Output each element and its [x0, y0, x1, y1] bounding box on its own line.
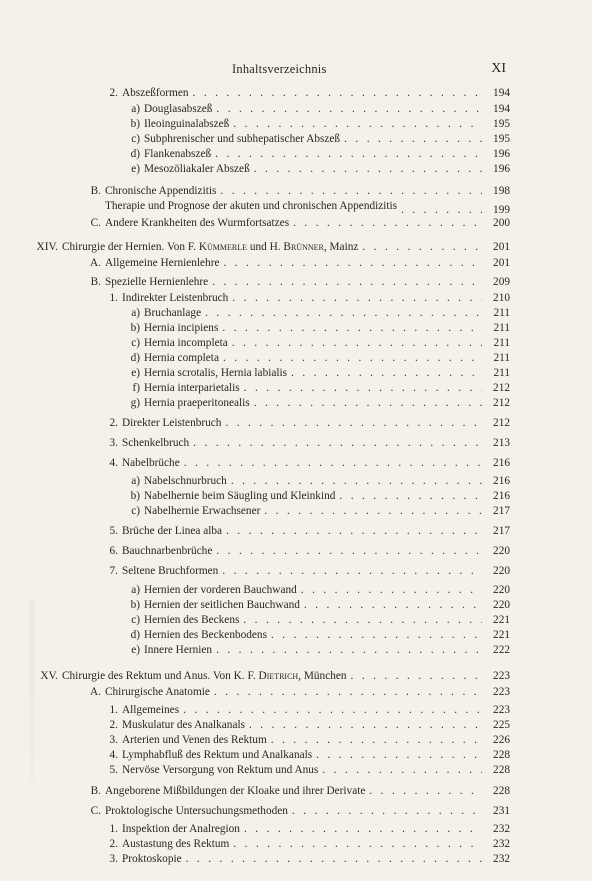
toc-entry-label: [83, 184, 216, 198]
toc-entry-title: Hernien der vorderen Bauchwand: [144, 584, 297, 596]
toc-entry-label: [100, 837, 229, 851]
toc-entry-page: 210: [493, 292, 510, 304]
toc-entry-label: [100, 416, 221, 430]
toc-entry-label: [124, 489, 335, 503]
toc-entry: [124, 396, 510, 410]
toc-entry-title: Therapie und Prognose der akuten und chronischen Appendizitis: [105, 200, 398, 212]
toc-entry-label: [100, 763, 318, 777]
toc-entry-page: 201: [493, 257, 510, 269]
toc-entry-title: Seltene Bruchformen: [122, 565, 219, 577]
toc-entry-title: Angeborene Mißbildungen der Kloake und ihrer Derivate: [105, 785, 366, 797]
toc-entry-title: Allgemeine Hernienlehre: [105, 257, 220, 269]
toc-entry: [100, 436, 510, 450]
toc-entry: [100, 544, 510, 558]
toc-entry: [124, 102, 510, 116]
toc-entry-label: [83, 685, 210, 699]
toc-entry-marker: e): [131, 367, 140, 379]
toc-entry: [124, 117, 510, 131]
toc-entry: [26, 240, 510, 254]
toc-entry-page: 213: [493, 437, 510, 449]
leader-dots: [244, 822, 482, 836]
toc-entry-page: 194: [493, 103, 510, 115]
header-page-number: XI: [491, 61, 506, 76]
toc-entry-page: 196: [493, 148, 510, 160]
toc-entry: [124, 613, 510, 627]
toc-entry-page: 211: [493, 367, 510, 379]
leader-dots: [205, 306, 482, 320]
toc-entry-label: [100, 456, 180, 470]
toc-entry-page: 200: [493, 217, 510, 229]
toc-entry-marker: 4.: [109, 749, 118, 761]
toc-entry: [83, 804, 510, 818]
leader-dots: [216, 102, 482, 116]
toc-entry: [124, 132, 510, 146]
toc-entry-title: Innere Hernien: [144, 644, 213, 656]
toc-entry-label: [124, 583, 297, 597]
toc-entry-marker: b): [130, 490, 140, 502]
leader-dots: [223, 351, 482, 365]
toc-entry-page: 211: [493, 352, 510, 364]
toc-entry-page: 231: [493, 805, 510, 817]
toc-entry-title: Proktoskopie: [122, 853, 182, 865]
toc-entry-marker: d): [130, 148, 140, 160]
leader-dots: [351, 669, 482, 683]
toc-entry-title: Hernia incipiens: [144, 322, 219, 334]
toc-entry-title: Arterien und Venen des Rektum: [122, 734, 267, 746]
toc-entry-marker: g): [130, 397, 140, 409]
toc-entry: [83, 784, 510, 798]
toc-entry-label: [100, 524, 222, 538]
toc-entry: [26, 669, 510, 683]
toc-entry-label: [124, 598, 300, 612]
toc-entry-label: [124, 628, 267, 642]
toc-entry-title: Hernia completa: [144, 352, 219, 364]
toc-entry-title: Hernien des Beckens: [144, 614, 240, 626]
toc-entry-title: Direkter Leistenbruch: [122, 417, 222, 429]
toc-entry-marker: B.: [90, 785, 101, 797]
toc-entry: [83, 199, 510, 216]
toc-entry-label: [100, 718, 245, 732]
leader-dots: [316, 748, 482, 762]
leader-dots: [212, 275, 482, 289]
leader-dots: [216, 544, 482, 558]
toc-entry-marker: 3.: [109, 437, 118, 449]
leader-dots: [369, 784, 482, 798]
toc-entry-title: Schenkelbruch: [122, 437, 190, 449]
toc-entry-title: Spezielle Hernienlehre: [105, 276, 209, 288]
toc-entry: [124, 489, 510, 503]
toc-entry: [100, 748, 510, 762]
toc-entry-label: [83, 199, 397, 213]
leader-dots: [222, 321, 482, 335]
toc-entry-page: 216: [493, 490, 510, 502]
toc-entry-label: [124, 102, 212, 116]
toc-entry-label: [124, 147, 211, 161]
toc-entry-marker: [83, 199, 101, 213]
toc-entry-label: [100, 86, 189, 100]
toc-entry-page: 217: [493, 525, 510, 537]
toc-entry-marker: b): [130, 118, 140, 130]
toc-entry-title: Chronische Appendizitis: [105, 185, 217, 197]
toc-entry-label: [124, 366, 287, 380]
toc-entry-label: [124, 321, 218, 335]
toc-entry: [100, 837, 510, 851]
toc-entry-marker: b): [130, 599, 140, 611]
toc-entry-page: 217: [493, 505, 510, 517]
toc-entry-title: Nabelbrüche: [122, 457, 180, 469]
toc-entry: [124, 366, 510, 380]
toc-entry-marker: e): [131, 644, 140, 656]
toc-entry-label: [83, 256, 220, 270]
toc-entry-title: Hernia scrotalis, Hernia labialis: [144, 367, 288, 379]
toc-entry: [124, 583, 510, 597]
toc-entry-label: [124, 381, 240, 395]
toc-entry-page: 196: [493, 163, 510, 175]
toc-entry-title: Bauchnarbenbrüche: [122, 545, 213, 557]
toc-entry-marker: XIV.: [36, 241, 58, 253]
toc-entry-title: Chirurgie der Hernien. Von F. Kümmerle und H. Brünner, Mainz: [62, 241, 359, 253]
leader-dots: [214, 685, 482, 699]
toc-entry-label: [100, 564, 218, 578]
toc-entry: [124, 336, 510, 350]
toc-entry-title: Indirekter Leistenbruch: [122, 292, 229, 304]
toc-entry: [83, 216, 510, 230]
toc-entry-title: Douglasabszeß: [144, 103, 213, 115]
leader-dots: [224, 256, 483, 270]
toc-entry-marker: a): [131, 307, 140, 319]
toc-entry-page: 201: [493, 241, 510, 253]
leader-dots: [231, 474, 482, 488]
leader-dots: [254, 396, 482, 410]
toc-entry: [100, 763, 510, 777]
header-title: Inhaltsverzeichnis: [232, 62, 327, 76]
toc-entry-marker: b): [130, 322, 140, 334]
leader-dots: [292, 804, 482, 818]
leader-dots: [322, 763, 482, 777]
toc-entry: [124, 306, 510, 320]
leader-dots: [193, 86, 482, 100]
leader-dots: [183, 703, 482, 717]
toc-entry: [124, 321, 510, 335]
toc-entry: [124, 147, 510, 161]
toc-entry-marker: f): [132, 382, 140, 394]
toc-entry-title: Ileoinguinalabszeß: [144, 118, 230, 130]
toc-entry: [100, 852, 510, 866]
page-edge-shadow: [30, 600, 34, 780]
toc-entry-marker: C.: [90, 217, 101, 229]
toc-entry-page: 195: [493, 133, 510, 145]
toc-entry-label: [124, 162, 250, 176]
toc-entry-label: [83, 804, 288, 818]
toc-entry-label: [124, 643, 212, 657]
leader-dots: [293, 216, 482, 230]
toc-entry-marker: c): [131, 133, 140, 145]
toc-entry-page: 195: [493, 118, 510, 130]
toc-entry-page: 221: [493, 629, 510, 641]
leader-dots: [244, 381, 482, 395]
toc-entry-page: 209: [493, 276, 510, 288]
toc-entry: [124, 643, 510, 657]
toc-entry-title: Allgemeines: [122, 704, 180, 716]
toc-entry-label: [26, 240, 358, 254]
toc-entry: [83, 256, 510, 270]
toc-entry-marker: B.: [90, 185, 101, 197]
toc-entry-label: [124, 396, 250, 410]
toc-entry: [83, 184, 510, 198]
toc-entry: [124, 381, 510, 395]
toc-entry: [100, 822, 510, 836]
toc-entry-marker: c): [131, 505, 140, 517]
toc-entry-title: Nabelhernie Erwachsener: [144, 505, 261, 517]
toc-entry-label: [124, 336, 228, 350]
toc-entry-title: Chirurgie des Rektum und Anus. Von K. F. Dietrich, München: [62, 670, 347, 682]
toc-entry-marker: 6.: [109, 545, 118, 557]
toc-entry-page: 220: [493, 545, 510, 557]
toc-entry-marker: 4.: [109, 457, 118, 469]
leader-dots: [215, 147, 482, 161]
toc-entry-page: 232: [493, 838, 510, 850]
toc-entry-marker: XV.: [40, 670, 58, 682]
toc-entry-label: [100, 436, 189, 450]
toc-entry-label: [100, 291, 228, 305]
toc-entry: [124, 504, 510, 518]
toc-entry: [100, 416, 510, 430]
toc-entry: [100, 524, 510, 538]
toc-entry-marker: 3.: [109, 853, 118, 865]
toc-entry-page: 221: [493, 614, 510, 626]
toc-entry-page: 225: [493, 719, 510, 731]
toc-entry-title: Abszeßformen: [122, 87, 189, 99]
toc-entry-title: Hernia incompleta: [144, 337, 228, 349]
leader-dots: [186, 852, 482, 866]
leader-dots: [271, 628, 482, 642]
toc-entry: [124, 628, 510, 642]
toc-entry-marker: A.: [90, 686, 101, 698]
toc-entry-title: Inspektion der Analregion: [122, 823, 240, 835]
leader-dots: [184, 456, 482, 470]
toc-entry-marker: C.: [90, 805, 101, 817]
leader-dots: [222, 564, 482, 578]
leader-dots: [401, 203, 482, 217]
toc-entry-marker: 5.: [109, 525, 118, 537]
leader-dots: [264, 504, 482, 518]
toc-entry-marker: d): [130, 629, 140, 641]
leader-dots: [233, 837, 482, 851]
leader-dots: [243, 613, 482, 627]
toc-entry: [124, 162, 510, 176]
toc-entry-title: Hernia praeperitonealis: [144, 397, 250, 409]
toc-entry-label: [124, 351, 219, 365]
toc-entry-page: 228: [493, 785, 510, 797]
toc-entry-title: Muskulatur des Analkanals: [122, 719, 245, 731]
toc-entry-label: [124, 132, 340, 146]
leader-dots: [232, 291, 482, 305]
toc-entry-page: 226: [493, 734, 510, 746]
toc-entry-marker: 1.: [109, 292, 118, 304]
toc-entry-page: 216: [493, 475, 510, 487]
toc-entry-title: Proktologische Untersuchungsmethoden: [105, 805, 288, 817]
toc-entry: [100, 86, 510, 100]
toc-entry: [83, 685, 510, 699]
toc-entry-title: Flankenabszeß: [144, 148, 212, 160]
toc-entry-page: 220: [493, 599, 510, 611]
toc-entry-marker: c): [131, 337, 140, 349]
toc-entry-label: [100, 544, 212, 558]
toc-entry: [100, 291, 510, 305]
running-header: [0, 62, 592, 78]
toc-entry-marker: 7.: [109, 565, 118, 577]
toc-entry-label: [100, 852, 182, 866]
toc-entry-page: 232: [493, 823, 510, 835]
toc-entry-label: [124, 306, 201, 320]
toc-entry-label: [124, 504, 260, 518]
toc-entry-page: 211: [493, 337, 510, 349]
leader-dots: [271, 733, 482, 747]
toc-entry-title: Brüche der Linea alba: [122, 525, 223, 537]
toc-entry-page: 212: [493, 417, 510, 429]
toc-entry-page: 216: [493, 457, 510, 469]
toc-entry-page: 223: [493, 704, 510, 716]
leader-dots: [193, 436, 482, 450]
toc-entry-label: [100, 748, 312, 762]
toc-entry-page: 220: [493, 565, 510, 577]
leader-dots: [225, 416, 482, 430]
toc-entry: [100, 718, 510, 732]
toc-entry-title: Nabelschnurbruch: [144, 475, 227, 487]
leader-dots: [220, 184, 482, 198]
leader-dots: [232, 336, 482, 350]
toc-entry: [124, 598, 510, 612]
toc-entry-label: [124, 474, 227, 488]
toc-entry-title: Hernien des Beckenbodens: [144, 629, 267, 641]
leader-dots: [226, 524, 482, 538]
toc-entry-marker: 2.: [109, 719, 118, 731]
toc-entry-marker: c): [131, 614, 140, 626]
toc-entry-page: 223: [493, 686, 510, 698]
toc-entry-page: 198: [493, 185, 510, 197]
toc-entry-page: 228: [493, 764, 510, 776]
toc-entry-marker: 5.: [109, 764, 118, 776]
toc-entry-marker: e): [131, 163, 140, 175]
leader-dots: [254, 162, 482, 176]
toc-entry-label: [26, 669, 347, 683]
toc-entry-label: [124, 117, 229, 131]
toc-entry-title: Hernia interparietalis: [144, 382, 240, 394]
toc-entry: [83, 275, 510, 289]
toc-entry-marker: 1.: [109, 823, 118, 835]
toc-entry-marker: 3.: [109, 734, 118, 746]
toc-entry-title: Lymphabfluß des Rektum und Analkanals: [122, 749, 313, 761]
toc-entry-page: 228: [493, 749, 510, 761]
toc-entry-marker: 2.: [109, 417, 118, 429]
toc-entry-title: Hernien der seitlichen Bauchwand: [144, 599, 300, 611]
toc-entry-label: [100, 733, 267, 747]
toc-entry-title: Chirurgische Anatomie: [105, 686, 210, 698]
toc-entry: [100, 456, 510, 470]
toc-entry-label: [83, 275, 208, 289]
toc-entry-page: 211: [493, 322, 510, 334]
toc-entry-title: Andere Krankheiten des Wurmfortsatzes: [105, 217, 290, 229]
leader-dots: [249, 718, 482, 732]
toc-entry-marker: 2.: [109, 838, 118, 850]
leader-dots: [362, 240, 482, 254]
toc-entry-page: 212: [493, 382, 510, 394]
toc-entry-marker: A.: [90, 257, 101, 269]
toc-entry-marker: 1.: [109, 704, 118, 716]
toc-entry: [124, 474, 510, 488]
leader-dots: [216, 643, 482, 657]
toc-entry-title: Bruchanlage: [144, 307, 202, 319]
toc-entry-marker: a): [131, 584, 140, 596]
toc-entry-title: Nervöse Versorgung von Rektum und Anus: [122, 764, 319, 776]
leader-dots: [301, 583, 482, 597]
leader-dots: [339, 489, 482, 503]
toc-entry-page: 199: [493, 204, 510, 216]
leader-dots: [344, 132, 482, 146]
toc-entry-title: Nabelhernie beim Säugling und Kleinkind: [144, 490, 336, 502]
toc-entry-marker: a): [131, 103, 140, 115]
toc-entry-label: [100, 822, 240, 836]
toc-entry: [100, 733, 510, 747]
toc-entry-marker: a): [131, 475, 140, 487]
toc-entry-marker: B.: [90, 276, 101, 288]
toc-entry-title: Austastung des Rektum: [122, 838, 230, 850]
toc-entry-page: 194: [493, 87, 510, 99]
toc-entry-label: [83, 784, 365, 798]
toc-entry-marker: d): [130, 352, 140, 364]
toc-entry-title: Subphrenischer und subhepatischer Abszeß: [144, 133, 341, 145]
toc-entry: [100, 703, 510, 717]
leader-dots: [233, 117, 482, 131]
leader-dots: [291, 366, 482, 380]
toc-entry-label: [124, 613, 239, 627]
toc-entry-page: 222: [493, 644, 510, 656]
toc-entry: [124, 351, 510, 365]
toc-entry-page: 232: [493, 853, 510, 865]
toc-entry-page: 220: [493, 584, 510, 596]
toc-entry-title: Mesozöliakaler Abszeß: [144, 163, 250, 175]
leader-dots: [304, 598, 482, 612]
toc-entry-label: [100, 703, 179, 717]
toc-entry-label: [83, 216, 289, 230]
toc-entry-page: 211: [493, 307, 510, 319]
toc-entry-page: 212: [493, 397, 510, 409]
toc-entry: [100, 564, 510, 578]
toc-entry-marker: 2.: [109, 87, 118, 99]
toc-entry-page: 223: [493, 670, 510, 682]
